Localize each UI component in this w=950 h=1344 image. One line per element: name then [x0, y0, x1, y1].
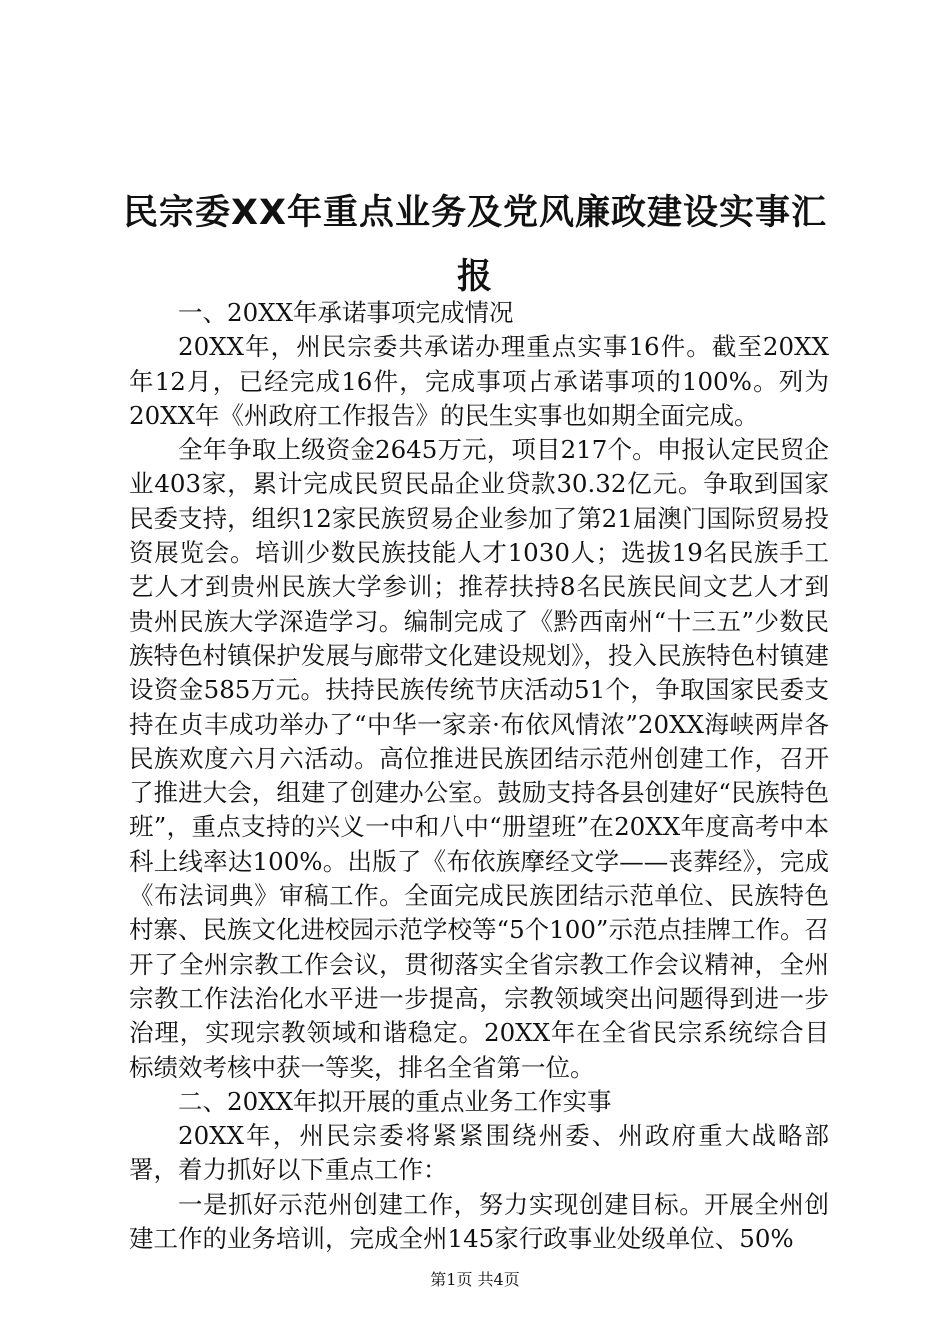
paragraph: 全年争取上级资金2645万元，项目217个。申报认定民贸企业403家，累计完成民贸民品企业贷款30.32亿元。争取到国家民委支持，组织12家民族贸易企业参加了第21届澳门国际贸易投资展览会。培训少数民族技能人才1030人；选拔19名民族手工艺人才到贵州民族大学参训；推荐扶持8名民族民间文艺人才到贵州民族大学深造学习。编制完成了《黔西南州“十三五”少数民族特色村镇保护发展与廊带文化建设规划》，投入民族特色村镇建设资金585万元。扶持民族传统节庆活动51个，争取国家民委支持在贞丰成功举办了“中华一家亲·布依风情浓”20XX海峡两岸各民族欢度六月六活动。高位推进民族团结示范州创建工作，召开了推进大会，组建了创建办公室。鼓励支持各县创建好“民族特色班”，重点支持的兴义一中和八中“册望班”在20XX年度高考中本科上线率达100%。出版了《布依族摩经文学——丧葬经》，完成《布法词典》审稿工作。全面完成民族团结示范单位、民族特色村寨、民族文化进校园示范学校等“5个100”示范点挂牌工作。召开了全州宗教工作会议，贯彻落实全省宗教工作会议精神，全州宗教工作法治化水平进一步提高，宗教领域突出问题得到进一步治理，实现宗教领域和谐稳定。20XX年在全省民宗系统综合目标绩效考核中获一等奖，排名全省第一位。 [129, 435, 829, 1082]
section-heading-2: 二、20XX年拟开展的重点业务工作实事 [178, 1086, 612, 1116]
paragraph: 20XX年，州民宗委共承诺办理重点实事16件。截至20XX年12月，已经完成16件，完成事项占承诺事项的100%。列为20XX年《州政府工作报告》的民生实事也如期全面完成。 [129, 332, 829, 430]
document-title: 民宗委XX年重点业务及党风廉政建设实事汇报 [123, 193, 827, 298]
document-body [129, 296, 829, 1256]
paragraph: 20XX年，州民宗委将紧紧围绕州委、州政府重大战略部署，着力抓好以下重点工作： [129, 1121, 829, 1185]
section-heading-1: 一、20XX年承诺事项完成情况 [178, 298, 514, 327]
paragraph: 一是抓好示范州创建工作，努力实现创建目标。开展全州创建工作的业务培训，完成全州145家行政事业处级单位、50% [129, 1189, 829, 1254]
page-footer: 第1页 共4页 [430, 1270, 520, 1289]
